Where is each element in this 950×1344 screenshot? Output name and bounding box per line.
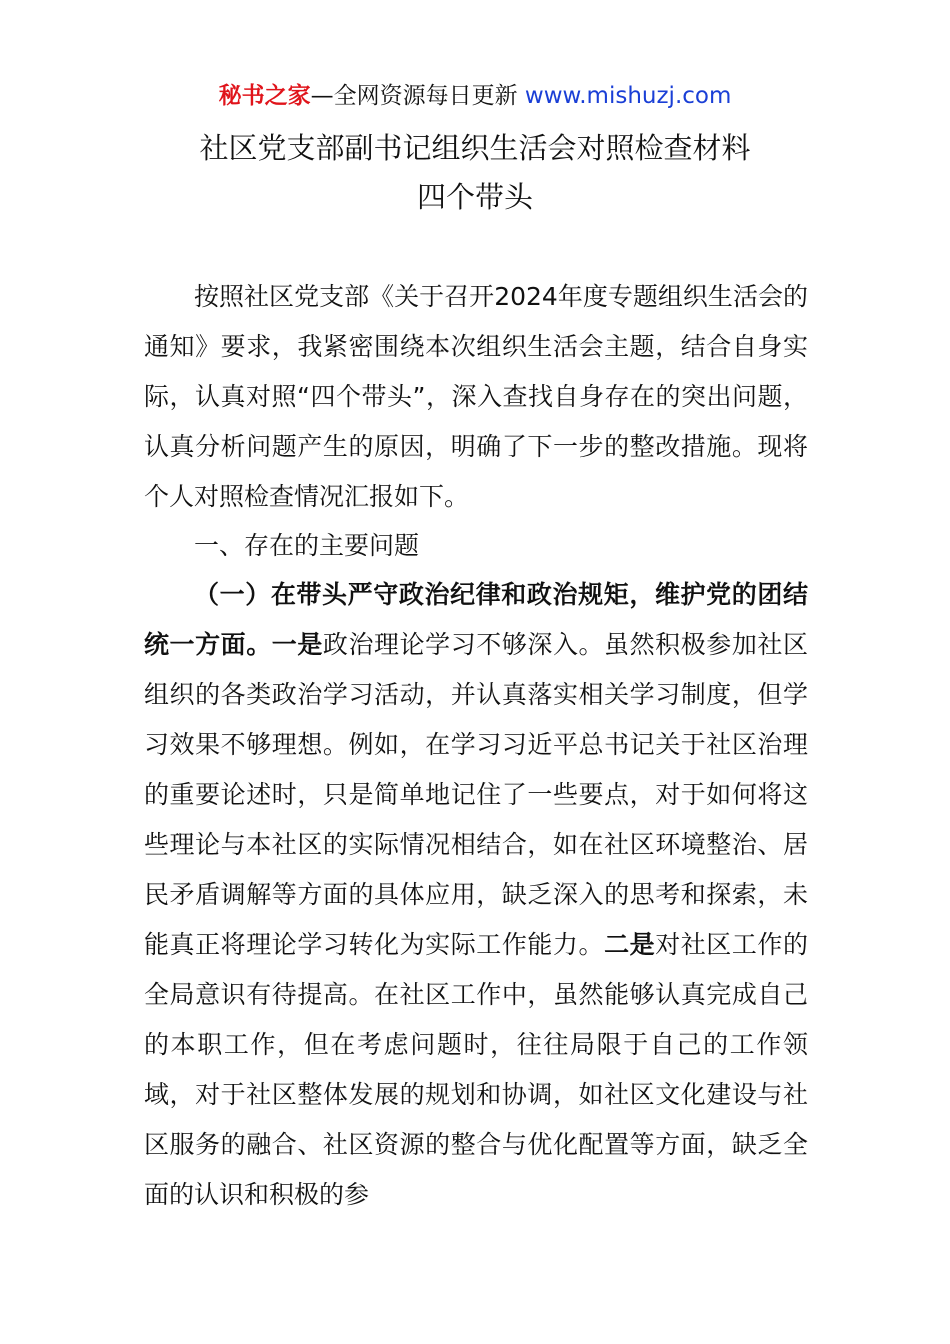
item1-heading: （一）在带头严守政治纪律和政治规矩，维护党的团结统一方面。 <box>144 580 808 659</box>
site-link[interactable]: www.mishuzj.com <box>524 83 732 109</box>
item1-paragraph <box>144 570 808 1220</box>
section-heading <box>144 521 808 571</box>
brand-tagline: —全网资源每日更新 <box>310 83 525 109</box>
point2-text: 对社区工作的全局意识有待提高。在社区工作中，虽然能够认真完成自己的本职工作，但在考虑问题时，往往局限于自己的工作领域，对于社区整体发展的规划和协调，如社区文化建设与社区服务的融合、社区资源的整合与优化配置等方面，缺乏全面的认识和积极的参 <box>144 930 808 1209</box>
point1-label: 一是 <box>271 630 323 659</box>
item1-text <box>144 570 808 1220</box>
document-title: 社区党支部副书记组织生活会对照检查材料 <box>199 131 751 165</box>
intro-paragraph <box>144 272 808 522</box>
brand-name: 秘书之家 <box>218 83 311 109</box>
document-subtitle: 四个带头 <box>416 180 533 214</box>
watermark-header <box>0 80 950 112</box>
point2-label: 二是 <box>604 930 656 959</box>
point1-text: 政治理论学习不够深入。虽然积极参加社区组织的各类政治学习活动，并认真落实相关学习制度，但学习效果不够理想。例如，在学习习近平总书记关于社区治理的重要论述时，只是简单地记住了一些要点，对于如何将这些理论与本社区的实际情况相结合，如在社区环境整治、居民矛盾调解等方面的具体应用，缺乏深入的思考和探索，未能真正将理论学习转化为实际工作能力。 <box>144 630 808 959</box>
intro-text: 按照社区党支部《关于召开2024年度专题组织生活会的通知》要求，我紧密围绕本次组织生活会主题，结合自身实际，认真对照“四个带头”，深入查找自身存在的突出问题，认真分析问题产生的原因，明确了下一步的整改措施。现将个人对照检查情况汇报如下。 <box>144 282 808 511</box>
section1-heading: 一、存在的主要问题 <box>194 531 420 560</box>
